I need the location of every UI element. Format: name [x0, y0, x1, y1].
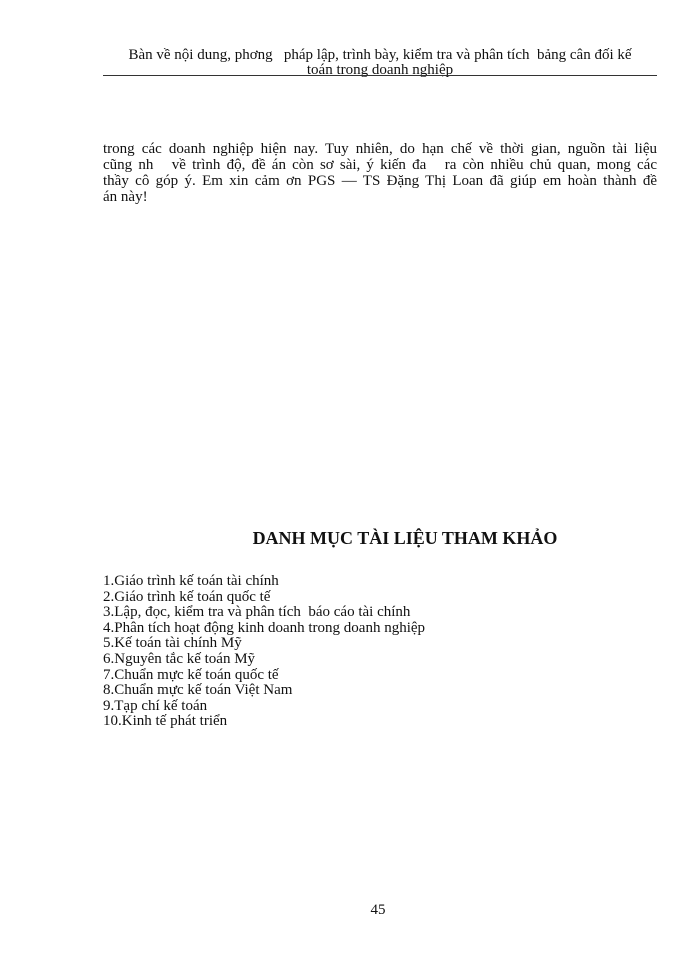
reference-item: 10.Kinh tế phát triển [103, 713, 228, 730]
body-line: cũng nh về trình độ, đề án còn sơ sài, ý kiến đa ra còn nhiều chủ quan, mong các [103, 157, 657, 173]
running-header [103, 48, 657, 78]
reference-item: 6.Nguyên tắc kế toán Mỹ [103, 650, 256, 667]
reference-item: 8.Chuẩn mực kế toán Việt Nam [103, 682, 293, 699]
body-line: án này! [103, 189, 148, 205]
header-line: toán trong doanh nghiệp [306, 62, 454, 78]
reference-item: 5.Kế toán tài chính Mỹ [103, 635, 242, 652]
reference-item: 3.Lập, đọc, kiểm tra và phân tích báo cáo tài chính [103, 604, 411, 621]
body-line: trong các doanh nghiệp hiện nay. Tuy nhiên, do hạn chế về thời gian, nguồn tài liệu [103, 141, 657, 157]
header-rule [103, 75, 657, 76]
reference-item: 2.Giáo trình kế toán quốc tế [103, 588, 271, 605]
body-line: thầy cô góp ý. Em xin cảm ơn PGS — TS Đặng Thị Loan đã giúp em hoàn thành đề [103, 173, 657, 189]
reference-item: 1.Giáo trình kế toán tài chính [103, 573, 279, 589]
reference-item: 4.Phân tích hoạt động kinh doanh trong doanh nghiệp [103, 619, 426, 636]
reference-item: 7.Chuẩn mực kế toán quốc tế [103, 666, 279, 683]
page-number: 45 [370, 902, 386, 918]
reference-list [103, 574, 425, 730]
body-paragraph [103, 141, 657, 205]
header-line: Bàn về nội dung, phơng pháp lập, trình bày, kiểm tra và phân tích bảng cân đối kế [128, 47, 632, 63]
section-heading: DANH MỤC TÀI LIỆU THAM KHẢO [252, 528, 558, 548]
reference-item: 9.Tạp chí kế toán [103, 697, 208, 714]
